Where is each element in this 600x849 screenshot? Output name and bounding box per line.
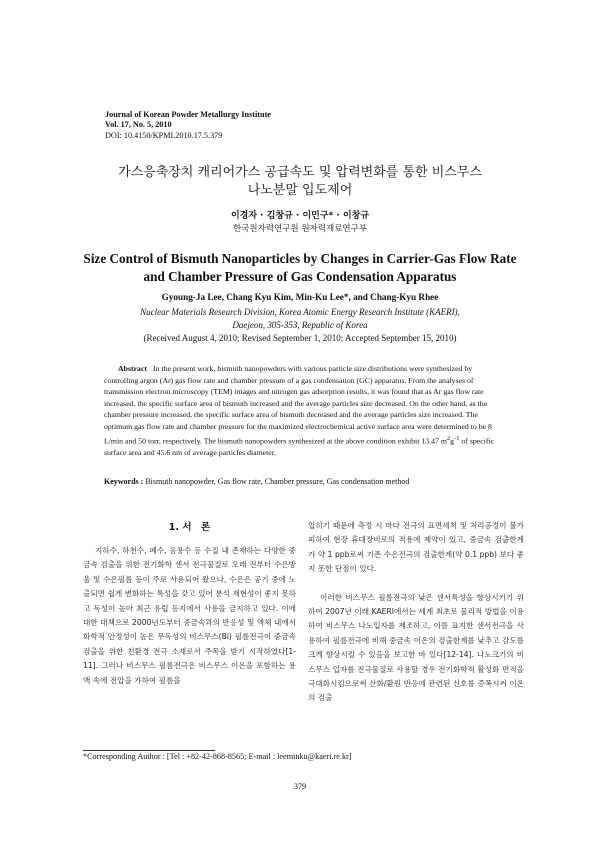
- abstract: [104, 363, 496, 458]
- korean-affiliation: 한국원자력연구원 원자력재료연구부: [232, 224, 368, 234]
- keywords: [104, 477, 496, 486]
- journal-doi: DOI: 10.4150/KPMI.2010.17.5.379: [105, 130, 223, 140]
- body-left-column: [83, 544, 296, 688]
- corresponding-author-footnote: *Corresponding Author : [Tel : +82-42-868-8565; E-mail : leeminku@kaeri.re.kr]: [83, 752, 352, 761]
- journal-name: Journal of Korean Powder Metallurgy Institute: [105, 110, 271, 119]
- english-authors: Gyoung-Ja Lee, Chang Kyu Kim, Min-Ku Lee*, and Chang-Kyu Rhee: [161, 292, 439, 302]
- abstract-text-b: g: [450, 436, 455, 446]
- korean-authors: 이경자 · 김창규 · 이민구* · 이창규: [230, 211, 370, 221]
- english-title-line2: and Chamber Pressure of Gas Condensation Apparatus: [143, 268, 457, 284]
- abstract-sup-minus1: -1: [454, 434, 460, 442]
- english-title-line1: Size Control of Bismuth Nanoparticles by Changes in Carrier-Gas Flow Rate: [83, 251, 517, 266]
- body-paragraph: 입히기 때문에 측정 시 마다 전극의 표면세척 및 처리공정이 불가피하여 현장 휴대장비로의 적용에 제약이 있고, 중금속 검출한계가 약 1 ppb로써 기존 수은전극의 검출한계(약 0.1 ppb) 보다 좋지 못한 단점이 있다.: [308, 521, 524, 574]
- abstract-sup-2: 2: [446, 434, 451, 442]
- footnote-divider: [83, 750, 215, 751]
- english-title: [0, 250, 600, 285]
- journal-header: [105, 110, 271, 141]
- abstract-label: Abstract: [118, 364, 148, 373]
- keywords-text: Bismuth nanopowder, Gas flow rate, Chamber pressure, Gas condensation method: [143, 477, 410, 486]
- body-paragraph: 지하수, 하천수, 폐수, 음용수 등 수질 내 존재하는 다양한 중금속 검출을 위한 전기화학 센서 전극물질로 오래 전부터 수은방울 및 수은필름 등이 주로 사용되어 왔으나, 수은은 공기 중에 노출되면 쉽게 변화하는 특성을 갖고 있어 분석 재현성이 좋지 못하고 독성이 높아 최근 유럽 등지에서 사용을 금지하고 있다. 이에 대한 대책으로 2000년도부터 중금속과의 반응성 및 액체 내에서 화학적 안정성이 높은 무독성의 비스무스(Bi) 필름전극이 중금속 검출을 위한 친환경 전극 소재로서 주목을 받기 시작하였다[1-11]. 그러나 비스무스 필름전극은 비스무스 이온을 포함하는 용액 속에 전압을 가하여 필름을: [83, 546, 296, 685]
- received-dates: (Received August 4, 2010; Revised September 1, 2010; Accepted September 15, 2010): [143, 333, 457, 343]
- body-paragraph: 이러한 비스무스 필름전극의 낮은 센서특성을 향상시키기 위하여 2007년 이래 KAERI에서는 세계 최초로 물리적 방법을 이용하여 비스무스 나노입자를 제조하고, 이를 표지한 센서전극을 사용하여 필름전극에 비해 중금속 이온의 검출한계를 낮추고 감도를 크게 향상시킬 수 있음을 보고한 바 있다[12-14]. 나노크기의 비스무스 입자를 전극물질로 사용할 경우 전기화학적 활성화 면적을 극대화시킴으로써 산화/환원 반응에 관련된 신호를 증폭시켜 이온의 검출: [308, 592, 524, 703]
- english-affiliation-line1: Nuclear Materials Research Division, Korea Atomic Energy Research Institute (KAERI),: [140, 307, 460, 317]
- english-affiliation: [0, 306, 600, 331]
- english-affiliation-line2: Daejeon, 305-353, Republic of Korea: [232, 319, 368, 330]
- page-number: 379: [293, 782, 307, 791]
- korean-title-line2: 나노분말 입도제어: [247, 183, 353, 198]
- abstract-text-c: of specific surface area and 45.6 nm of average particles diameter.: [104, 436, 495, 457]
- korean-title: [0, 164, 600, 200]
- keywords-label: Keywords :: [104, 477, 144, 486]
- body-right-column: [308, 519, 524, 706]
- section-heading: 1. 서 론: [168, 522, 211, 533]
- korean-title-line1: 가스응축장치 캐리어가스 공급속도 및 압력변화를 통한 비스무스: [118, 165, 482, 180]
- abstract-text-a: In the present work, bismuth nanopowders with various particle size distributions were synthesized by controlling argon (Ar) gas flow rate and chamber pressure of a gas condensation (GC) apparatus. From the analyses of transmission electron microscopy (TEM) images and nitrogen gas adsorption results, it was found that as Ar gas flow rate increased, the specific surface area of bismuth increased and the average particles size decreased. On the other hand, as the chamber pressure increased, the specific surface area of bismuth decreased and the average particles size increased. The optimum gas flow rate and chamber pressure for the maximized electrochemical active surface area were determined to be 8 L/min and 50 torr, respectively. The bismuth nanopowders synthesized at the above condition exhibit 13.47 m: [104, 364, 492, 446]
- journal-volume: Vol. 17, No. 5, 2010: [105, 120, 172, 130]
